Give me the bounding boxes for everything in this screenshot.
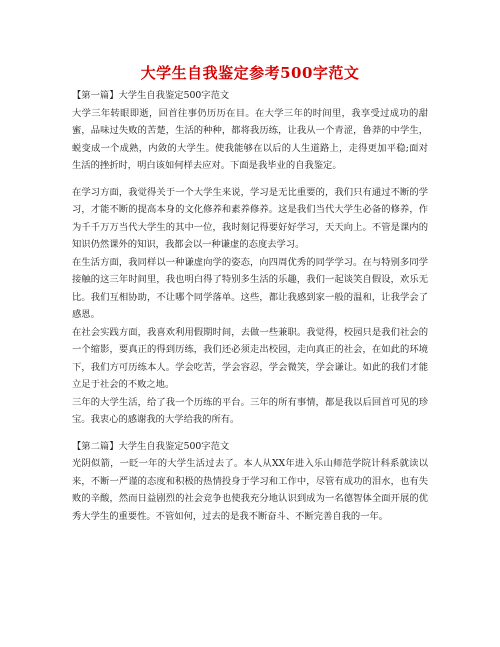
paragraph: 光阴似箭，一眨一年的大学生活过去了。本人从XX年进入乐山师范学院计科系就读以来，不断一严谨的态度和积极的热情投身于学习和工作中，尽管有成功的泪水，也有失败的辛酸，然而日益剧烈的社会竞争也使我充分地认识到成为一名德智体全面开展的优秀大学生的重要性。不管如何，过去的是我不断奋斗、不断完善自我的一年。 (72, 458, 428, 522)
paragraph: 在社会实践方面，我喜欢利用假期时间，去做一些兼职。我觉得，校园只是我们社会的一个缩影，要真正的得到历练，我们还必须走出校园，走向真正的社会，在如此的环境下，我们方可历练本人。学会吃苦，学会容忍，学会微笑，学会谦让。如此的我们才能立足于社会的不败之地。 (72, 326, 428, 390)
paragraph: 在学习方面，我觉得关于一个大学生来说，学习是无比重要的，我们只有通过不断的学习，才能不断的提高本身的文化修养和素养修养。这是我们当代大学生必备的修养，作为千千万万当代大学生的其中一位，我时刻记得要好好学习，天天向上。不管是课内的知识仍然课外的知识，我都会以一种谦虚的态度去学习。 (72, 186, 428, 250)
document-title: 大学生自我鉴定参考500字范文 (140, 64, 360, 82)
section-1 (72, 87, 428, 429)
section-2 (72, 438, 428, 526)
document-page (72, 62, 428, 525)
paragraph: 大学三年转眼即逝，回首往事仍历历在目。在大学三年的时间里，我享受过成功的甜蜜，品味过失败的苦楚，生活的种种，都将我历练，让我从一个青涩，鲁莽的中学生，蜕变成一个成熟，内敛的大学生。使我能够在以后的人生道路上，走得更加平稳;面对生活的挫折时，明白该如何样去应对。下面是我毕业的自我鉴定。 (72, 107, 428, 171)
section-heading: 【第二篇】大学生自我鉴定500字范文 (72, 440, 230, 452)
section-heading: 【第一篇】大学生自我鉴定500字范文 (72, 90, 230, 101)
paragraph: 三年的大学生活，给了我一个历练的平台。三年的所有事情，都是我以后回首可见的珍宝。我衷心的感谢我的大学给我的所有。 (72, 396, 428, 425)
paragraph: 在生活方面，我同样以一种谦虚向学的姿态，向四周优秀的同学学习。在与特别多同学接触的这三年时间里，我也明白得了特别多生活的乐趣，我们一起谈笑自假设，欢乐无比。我们互相协助，不让哪个同学落单。这些，都让我感到家一般的温和，让我学会了感恩。 (72, 256, 428, 320)
